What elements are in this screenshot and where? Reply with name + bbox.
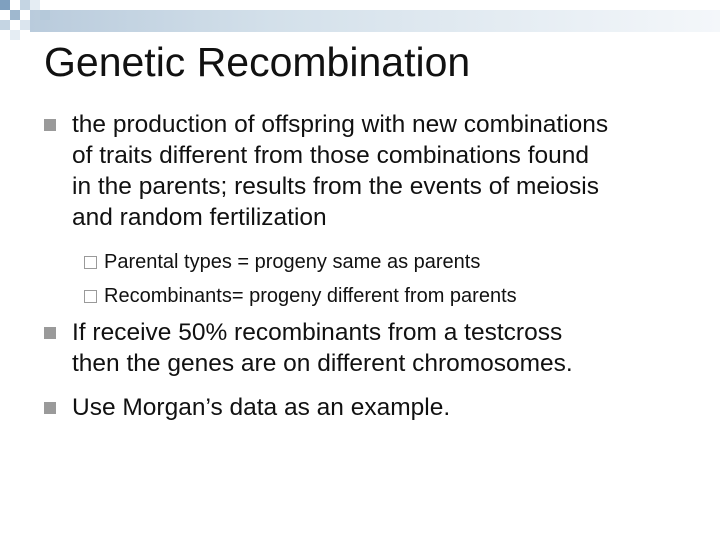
bullet-text-2: If receive 50% recombinants from a testcross then the genes are on different chromosomes. bbox=[72, 319, 573, 377]
subbullet-text-1: Parental types = progeny same as parents bbox=[104, 251, 481, 273]
checkbox-marker-icon bbox=[84, 256, 97, 269]
bullet-marker-icon bbox=[44, 327, 56, 339]
bullet-text-3: Use Morgan’s data as an example. bbox=[72, 394, 451, 421]
slide-title: Genetic Recombination bbox=[44, 39, 471, 85]
bullet-text-1: the production of offspring with new combinations of traits different from those combinations found in the parents; results from the events of meiosis and random fertilization bbox=[72, 111, 609, 231]
checkbox-marker-icon bbox=[84, 290, 97, 303]
bullet-marker-icon bbox=[44, 119, 56, 131]
bullet-marker-icon bbox=[44, 402, 56, 414]
subbullet-text-2: Recombinants= progeny different from parents bbox=[104, 285, 517, 307]
